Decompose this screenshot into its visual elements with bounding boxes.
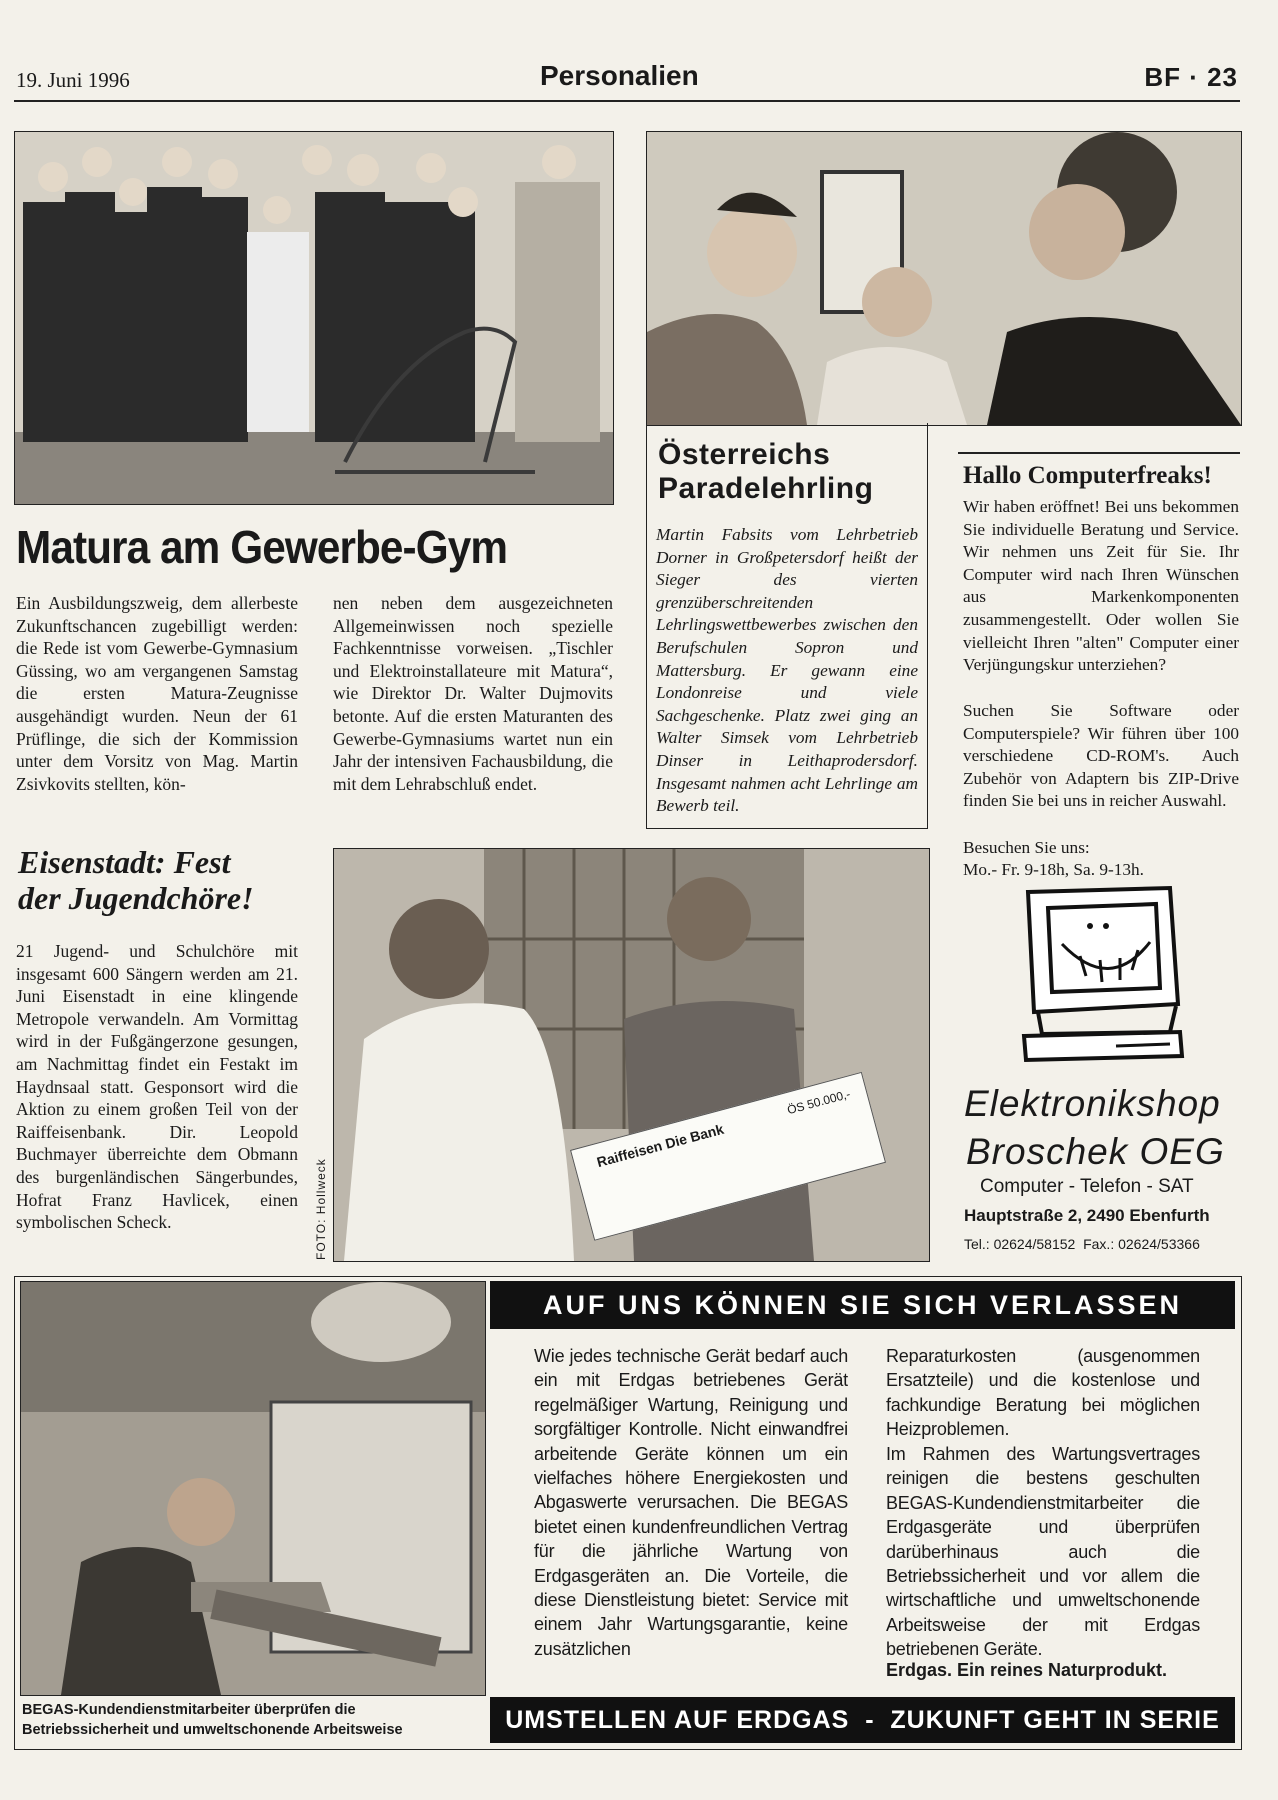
computer-ad-visit-label: Besuchen Sie uns:: [963, 838, 1090, 857]
computer-ad-top-rule: [958, 452, 1240, 454]
matura-headline: Matura am Gewerbe-Gym: [16, 521, 508, 573]
begas-footer-text: UMSTELLEN AUF ERDGAS - ZUKUNFT GEHT IN SERIE: [505, 1705, 1220, 1734]
shop-name-line-2: Broschek OEG: [966, 1131, 1225, 1172]
shop-tagline: Computer - Telefon - SAT: [980, 1176, 1194, 1197]
begas-column-2-paragraph-2: Im Rahmen des Wartungsvertrages reinigen die bestens geschulten BEGAS-Kundendienstmitarbeiter die Erdgasgeräte und überprüfen darüberhinaus auch die Betriebssicherheit und vor allem die wirtschaftliche und umweltschonende Arbeitsweise der mit Erdgas betriebenen Geräte.: [886, 1444, 1200, 1660]
apprentice-headline-line-2: Paradelehrling: [658, 472, 874, 505]
begas-column-1: Wie jedes technische Gerät bedarf auch ein mit Erdgas betriebenes Gerät regelmäßiger Wartung, Reinigung und sorgfältiger Kontrolle. Nicht einwandfrei arbeitende Geräte können um ein vielfaches höhere Energiekosten und Abgaswerte verursachen. Die BEGAS bietet einen kundenfreundlichen Vertrag für die jährliche Wartung von Erdgasgeräten an. Die Vorteile, die diese Dienstleistung bietet: Service mit einem Jahr Wartungsgarantie, keine zusätzlichen: [534, 1346, 848, 1659]
photo-credit: FOTO: Hollweck: [314, 1158, 328, 1260]
matura-column-2: nen neben dem ausgezeichneten Allgemeinwissen noch spezielle Fachkenntnisse vorweisen. „Tischler und Elektroinstallateure mit Matura“, wie Direktor Dr. Walter Dujmovits betonte. Auf die ersten Maturanten des Gewerbe-Gymnasiums wartet nun ein Jahr der intensiven Fachausbildung, die mit dem Lehrabschluß endet.: [333, 593, 613, 794]
begas-column-2-paragraph-1: Reparaturkosten (ausgenommen Ersatzteile) und die kostenlose und fachkundige Beratung bei möglichen Heizproblemen.: [886, 1346, 1200, 1440]
begas-footer-banner: [490, 1697, 1235, 1743]
begas-banner-text: AUF UNS KÖNNEN SIE SICH VERLASSEN: [542, 1289, 1183, 1320]
check-bank-name: Raiffeisen Die Bank: [595, 1120, 726, 1171]
computer-ad-paragraph-2: Suchen Sie Software oder Computerspiele? Wir führen über 100 verschiedene CD-ROM's. Auch Zubehör von Adaptern bis ZIP-Drive finden Sie bei uns in reicher Auswahl.: [963, 701, 1239, 811]
section-title: Personalien: [540, 60, 699, 91]
apprentice-headline-line-1: Österreichs: [658, 438, 831, 471]
computer-drawing-icon: [1020, 884, 1185, 1064]
shop-phone: Tel.: 02624/58152 Fax.: 02624/53366: [964, 1236, 1200, 1252]
shop-name-line-1: Elektronikshop: [964, 1083, 1221, 1124]
matura-column-1: Ein Ausbildungszweig, dem allerbeste Zukunftschancen zugebilligt werden: die Rede ist vom Gewerbe-Gymnasium Güssing, wo am vergangenen Samstag die ersten Matura-Zeugnisse ausgehändigt wurden. Neun der 61 Prüflinge, die sich der Kommission unter dem Vorsitz von Mag. Martin Zsivkovits stellten, kön-: [16, 593, 298, 794]
choir-headline: [18, 844, 254, 916]
computer-ad-headline: Hallo Computerfreaks!: [963, 462, 1212, 489]
shop-name: [964, 1080, 1225, 1176]
choir-headline-line-1: Eisenstadt: Fest: [18, 844, 231, 880]
choir-text: 21 Jugend- und Schulchöre mit insgesamt 600 Sängern werden am 21. Juni Eisenstadt in eine klingende Metropole verwandeln. Am Vormittag wird in der Fußgängerzone gesungen, am Nachmittag findet ein Festakt im Haydnsaal statt. Gesponsort wird die Aktion zu einem großen Teil von der Raiffeisenbank. Dir. Leopold Buchmayer überreichte dem Obmann des burgenländischen Sängerbundes, Hofrat Franz Havlicek, einen symbolischen Scheck.: [16, 941, 298, 1233]
computer-ad-opening-hours: Mo.- Fr. 9-18h, Sa. 9-13h.: [963, 860, 1144, 879]
issue-date: 19. Juni 1996: [16, 68, 130, 92]
computer-ad-paragraph-1: Wir haben eröffnet! Bei uns bekommen Sie individuelle Beratung und Service. Wir nehmen uns Zeit für Sie. Ihr Computer wird nach Ihren Wünschen aus Markenkomponenten zusammengestellt. Oder wollen Sie vielleicht Ihren "alten" Computer einer Verjüngungskur unterziehen?: [963, 497, 1239, 675]
begas-slogan: Erdgas. Ein reines Naturprodukt.: [886, 1660, 1168, 1680]
check-amount: ÖS 50.000,-: [785, 1086, 852, 1118]
begas-banner: [490, 1281, 1235, 1329]
apprentice-award-photo: [646, 131, 1242, 426]
page-number: BF · 23: [1144, 62, 1238, 92]
header-rule: [14, 100, 1240, 102]
shop-address: Hauptstraße 2, 2490 Ebenfurth: [964, 1206, 1210, 1225]
matura-group-photo: [14, 131, 614, 505]
apprentice-headline: [658, 438, 873, 506]
technician-caption: BEGAS-Kundendienstmitarbeiter überprüfen die Betriebssicherheit und umweltschonende Arbeitsweise: [22, 1702, 403, 1738]
apprentice-text: Martin Fabsits vom Lehrbetrieb Dorner in Großpetersdorf heißt der Sieger des vierten grenzüberschreitenden Lehrlingswettbewerbes zwischen den Berufschulen Sopron und Mattersburg. Er gewann eine Londonreise und viele Sachgeschenke. Platz zwei ging an Walter Simsek vom Lehrbetrieb Dinser in Leithaprodersdorf. Insgesamt nahmen acht Lehrlinge am Bewerb teil.: [656, 525, 918, 816]
technician-photo: [20, 1281, 486, 1696]
choir-headline-line-2: der Jugendchöre!: [18, 880, 254, 916]
